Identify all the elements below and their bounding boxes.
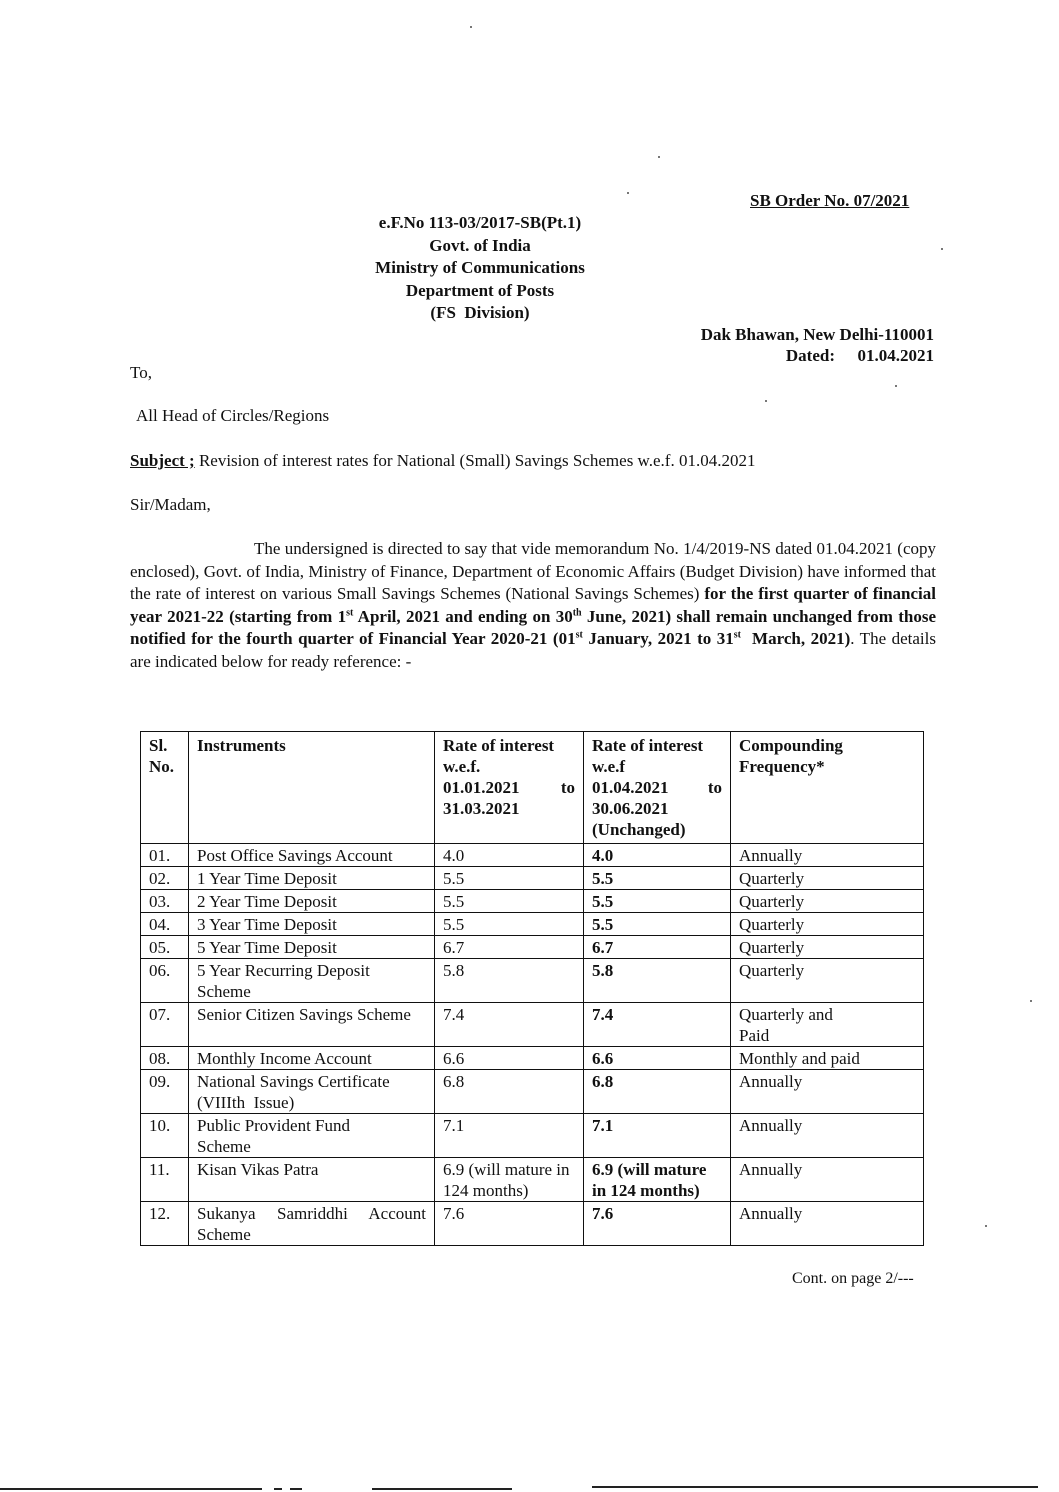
cell-old-rate: 6.8 [435,1070,584,1114]
scan-speck [1030,1000,1032,1002]
cell-new-rate: 7.1 [584,1114,731,1158]
table-row [141,1114,924,1158]
order-number: SB Order No. 07/2021 [750,191,910,210]
table-row [141,959,924,1003]
subject-line [130,451,755,471]
cell-new-rate: 5.8 [584,959,731,1003]
cell-sl: 04. [141,913,189,936]
cell-frequency: Quarterly [731,913,924,936]
paragraph-text-2: . The details are indicated below for ready reference: - [130,629,936,671]
cell-instrument: 5 Year Time Deposit [189,936,435,959]
cell-instrument: Kisan Vikas Patra [189,1158,435,1202]
header-old-rate [435,732,584,844]
old-rate-title: Rate of interest w.e.f. [443,736,555,776]
cell-instrument: 3 Year Time Deposit [189,913,435,936]
cell-instrument: Monthly Income Account [189,1047,435,1070]
body-paragraph [130,538,936,673]
cell-sl: 03. [141,890,189,913]
cell-old-rate: 5.5 [435,867,584,890]
scan-speck [627,192,629,194]
cell-frequency: Annually [731,1202,924,1246]
new-rate-note: (Unchanged) [592,820,686,839]
header-compounding-frequency: Compounding Frequency* [731,732,924,844]
dated-label: Dated: [785,346,835,365]
cell-frequency: Annually [731,1114,924,1158]
place: Dak Bhawan, New Delhi-110001 [700,325,934,344]
paragraph-bold-1: for the first quarter of financial year 2021-22 (starting from 1 [130,584,936,626]
cell-frequency: Quarterly [731,867,924,890]
cell-new-rate: 7.4 [584,1003,731,1047]
to-label: To, [130,363,152,382]
file-number: e.F.No 113-03/2017-SB(Pt.1) [378,213,582,232]
scan-artifact-line [290,1488,302,1490]
cell-sl: 11. [141,1158,189,1202]
scan-speck [765,400,767,402]
letterhead [330,212,630,325]
superscript: st [575,629,583,641]
new-rate-to: 30.06.2021 [592,799,669,818]
table-row [141,936,924,959]
table-row [141,913,924,936]
cell-old-rate: 4.0 [435,844,584,867]
cell-frequency: Annually [731,844,924,867]
paragraph-bold-5: March, 2021) [741,629,851,648]
scan-speck [941,248,943,250]
cell-instrument: Public Provident Fund Scheme [189,1114,435,1158]
cell-frequency: Quarterly and Paid [731,1003,924,1047]
cell-sl: 05. [141,936,189,959]
scan-artifact-line [592,1486,1038,1488]
cell-new-rate: 5.5 [584,890,731,913]
cell-sl: 07. [141,1003,189,1047]
new-rate-title: Rate of interest w.e.f [592,736,704,776]
continuation-note: Cont. on page 2/--- [792,1270,914,1287]
new-rate-to-word: to [707,778,722,797]
subject-label: Subject ; [130,451,195,470]
cell-old-rate: 6.9 (will mature in 124 months) [435,1158,584,1202]
paragraph-text-1: The undersigned is directed to say that vide memorandum No. 1/4/2019-NS dated 01.04.2021 (copy enclosed), Govt. of India, Ministry of Finance, Department of Economic Affairs (Budget Division) have informed that the rate of interest on various Small Savings Schemes (National Savings Schemes) [130,539,936,603]
table-row [141,890,924,913]
department-name: Department of Posts [405,280,555,300]
cell-instrument: Post Office Savings Account [189,844,435,867]
scan-speck [895,385,897,387]
superscript: st [733,629,742,641]
scan-speck [985,1225,987,1227]
old-rate-to-word: to [560,778,575,797]
table-row [141,1202,924,1246]
cell-new-rate: 6.8 [584,1070,731,1114]
cell-sl: 08. [141,1047,189,1070]
cell-old-rate: 7.6 [435,1202,584,1246]
cell-old-rate: 6.7 [435,936,584,959]
superscript: st [346,606,354,618]
cell-sl: 01. [141,844,189,867]
division-name: (FS Division) [430,303,530,322]
cell-new-rate: 5.5 [584,867,731,890]
cell-old-rate: 5.8 [435,959,584,1003]
government-name: Govt. of India [429,235,531,255]
cell-sl: 02. [141,867,189,890]
cell-new-rate: 6.7 [584,936,731,959]
cell-old-rate: 7.4 [435,1003,584,1047]
cell-instrument: 2 Year Time Deposit [189,890,435,913]
header-serial-no: Sl. No. [141,732,189,844]
cell-frequency: Quarterly [731,959,924,1003]
subject-text: Revision of interest rates for National (Small) Savings Schemes w.e.f. 01.04.2021 [194,451,756,470]
header-new-rate [584,732,731,844]
paragraph-bold-4: January, 2021 to 31 [582,629,734,648]
date-line [620,345,934,366]
cell-old-rate: 5.5 [435,913,584,936]
scan-speck [470,26,472,28]
cell-instrument: Senior Citizen Savings Scheme [189,1003,435,1047]
cell-sl: 09. [141,1070,189,1114]
cell-new-rate: 5.5 [584,913,731,936]
cell-instrument: Sukanya Samriddhi Account Scheme [189,1202,435,1246]
cell-old-rate: 5.5 [435,890,584,913]
ministry-name: Ministry of Communications [375,258,585,277]
dated-value: 01.04.2021 [857,346,934,365]
scan-artifact-line [274,1488,282,1490]
paragraph-bold-2: April, 2021 and ending on 30 [353,606,573,626]
scan-artifact-line [0,1488,262,1490]
addressee: All Head of Circles/Regions [136,406,330,425]
cell-old-rate: 6.6 [435,1047,584,1070]
table-header-row [141,732,924,844]
old-rate-from: 01.01.2021 [443,778,520,797]
old-rate-to: 31.03.2021 [443,799,520,818]
table-row [141,844,924,867]
table-row [141,1070,924,1114]
cell-new-rate: 7.6 [584,1202,731,1246]
paragraph-bold-3: June, 2021) shall remain unchanged from those notified for the fourth quarter of Financial Year 2020-21 (01 [130,606,937,648]
cell-instrument: 5 Year Recurring Deposit Scheme [189,959,435,1003]
cell-old-rate: 7.1 [435,1114,584,1158]
cell-new-rate: 6.9 (will mature in 124 months) [584,1158,731,1202]
cell-new-rate: 4.0 [584,844,731,867]
table-row [141,1003,924,1047]
new-rate-from: 01.04.2021 [592,778,669,797]
cell-frequency: Annually [731,1158,924,1202]
table-row [141,1158,924,1202]
cell-sl: 06. [141,959,189,1003]
cell-instrument: 1 Year Time Deposit [189,867,435,890]
interest-rates-table [140,731,924,1246]
cell-frequency: Quarterly [731,936,924,959]
table-row [141,867,924,890]
table-row [141,1047,924,1070]
cell-sl: 12. [141,1202,189,1246]
cell-frequency: Monthly and paid [731,1047,924,1070]
cell-new-rate: 6.6 [584,1047,731,1070]
superscript: th [572,606,582,618]
salutation: Sir/Madam, [130,495,211,514]
scan-speck [658,156,660,158]
cell-sl: 10. [141,1114,189,1158]
cell-instrument: National Savings Certificate (VIIIth Issue) [189,1070,435,1114]
header-instruments: Instruments [189,732,435,844]
cell-frequency: Quarterly [731,890,924,913]
cell-frequency: Annually [731,1070,924,1114]
place-date-block [620,324,934,366]
scan-artifact-line [372,1488,512,1490]
